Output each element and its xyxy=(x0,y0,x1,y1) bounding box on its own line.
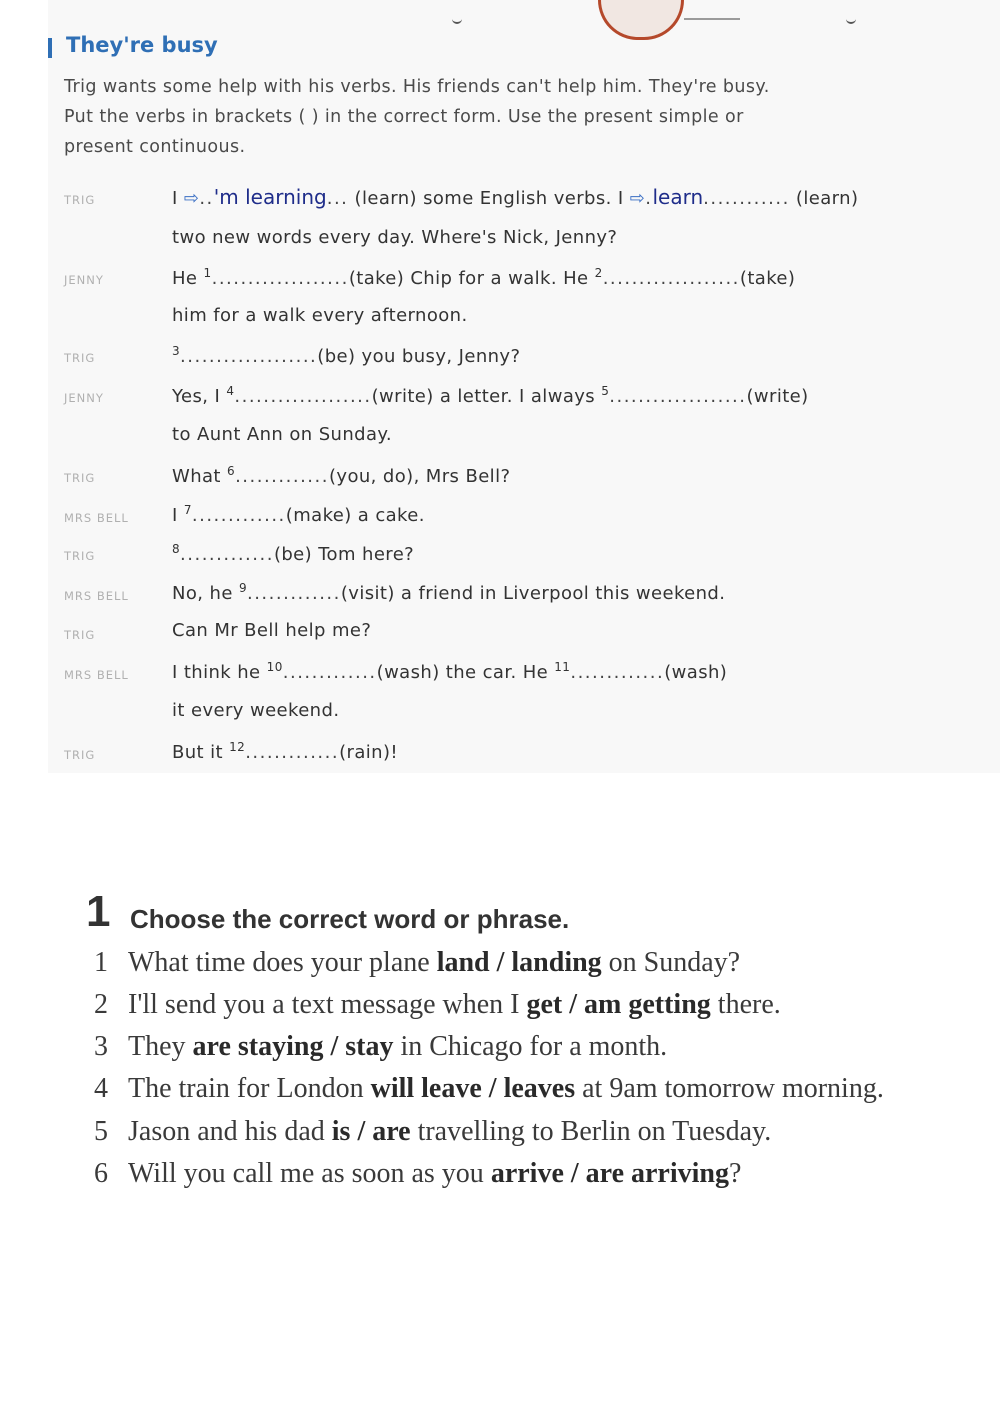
dialogue-line xyxy=(172,740,398,763)
dialogue-text: (take) Chip for a walk. He xyxy=(348,268,589,289)
question-number: 2 xyxy=(94,989,108,1020)
speaker-label: MRS BELL xyxy=(64,511,129,525)
exercise-number: 1 xyxy=(86,887,111,936)
dialogue-line xyxy=(172,542,414,565)
speaker-label: MRS BELL xyxy=(64,589,129,603)
question-number: 3 xyxy=(94,1031,108,1062)
answer-choice[interactable]: arrive / are arriving xyxy=(490,1158,729,1189)
question-text: They xyxy=(128,1031,186,1062)
page-mark xyxy=(846,14,856,24)
question-text: travelling to Berlin on Tuesday. xyxy=(417,1116,772,1147)
instructions xyxy=(64,72,884,162)
question-item xyxy=(94,1158,741,1190)
dialogue-text: Yes, I xyxy=(172,386,221,407)
question-text: The train for London xyxy=(128,1073,364,1104)
speaker-label: TRIG xyxy=(64,549,96,563)
dialogue-line xyxy=(172,185,858,209)
question-number: 5 xyxy=(94,1116,108,1147)
question-text: in Chicago for a month. xyxy=(400,1031,668,1062)
section-marker-bar xyxy=(48,38,52,58)
instruction-line: Put the verbs in brackets ( ) in the correct form. Use the present simple or xyxy=(64,107,744,127)
item-number: 3 xyxy=(172,344,181,358)
item-number: 12 xyxy=(229,740,246,754)
dialogue-line: Can Mr Bell help me? xyxy=(172,620,372,641)
section-title: They're busy xyxy=(66,33,218,57)
question-number: 6 xyxy=(94,1158,108,1189)
item-number: 1 xyxy=(203,266,212,280)
dialogue-text: (visit) a friend in Liverpool this weekend. xyxy=(340,583,726,604)
answer-blank[interactable]: ............. xyxy=(180,544,274,565)
speaker-label: TRIG xyxy=(64,748,96,762)
dialogue-line-continued: it every weekend. xyxy=(172,700,340,721)
dialogue-text: (write) xyxy=(746,386,809,407)
question-number: 4 xyxy=(94,1073,108,1104)
question-text: on Sunday? xyxy=(608,947,741,978)
answer-blank[interactable]: ............. xyxy=(235,466,329,487)
question-text: Will you call me as soon as you xyxy=(128,1158,484,1189)
answer-blank[interactable]: ............. xyxy=(191,505,286,526)
dialogue-line-continued: two new words every day. Where's Nick, Jenny? xyxy=(172,227,618,248)
speaker-label: TRIG xyxy=(64,193,96,207)
answer-blank[interactable]: ................... xyxy=(609,386,747,407)
speaker-label: JENNY xyxy=(64,391,104,405)
dialogue-line-continued: to Aunt Ann on Sunday. xyxy=(172,424,393,445)
question-item xyxy=(94,947,740,979)
item-number: 10 xyxy=(266,660,283,674)
dialogue-text: I think he xyxy=(172,662,261,683)
exercise-title: Choose the correct word or phrase. xyxy=(130,904,570,934)
answer-blank[interactable]: ............. xyxy=(282,662,377,683)
handwritten-answer: 'm learning xyxy=(213,185,327,209)
dialogue-text: (write) a letter. I always xyxy=(371,386,596,407)
question-text: at 9am tomorrow morning. xyxy=(582,1073,884,1104)
item-number: 11 xyxy=(554,660,571,674)
item-number: 4 xyxy=(226,384,235,398)
question-text: I'll send you a text message when I xyxy=(128,989,520,1020)
dialogue-text: (wash) xyxy=(664,662,728,683)
answer-blank[interactable]: ................... xyxy=(180,346,318,367)
dialogue-text: What xyxy=(172,466,221,487)
dialogue-text: (take) xyxy=(739,268,796,289)
dialogue-line xyxy=(172,384,809,407)
answer-blank[interactable]: ................... xyxy=(602,268,740,289)
dialogue-line xyxy=(172,266,795,289)
answer-choice[interactable]: land / landing xyxy=(436,947,602,978)
question-number: 1 xyxy=(94,947,108,978)
dialogue-text: (you, do), Mrs Bell? xyxy=(328,466,511,487)
dialogue-text: (learn) some English verbs. I xyxy=(354,188,624,209)
instruction-line: present continuous. xyxy=(64,137,246,157)
dialogue-text: (rain)! xyxy=(339,742,398,763)
speaker-label: MRS BELL xyxy=(64,668,129,682)
question-item xyxy=(94,1116,771,1148)
dialogue-text: (learn) xyxy=(795,188,859,209)
item-number: 9 xyxy=(238,581,247,595)
answer-blank[interactable]: ................... xyxy=(211,268,349,289)
dialogue-line xyxy=(172,344,520,367)
question-text: ? xyxy=(729,1158,742,1189)
dialogue-line xyxy=(172,503,425,526)
item-number: 2 xyxy=(594,266,603,280)
question-text: there. xyxy=(717,989,781,1020)
question-item xyxy=(94,1031,667,1063)
item-number: 8 xyxy=(172,542,181,556)
dialogue-text: (make) a cake. xyxy=(285,505,425,526)
answer-choice[interactable]: will leave / leaves xyxy=(370,1073,576,1104)
illustration-line xyxy=(684,18,740,20)
arrow-icon: ⇨ xyxy=(629,188,646,209)
dialogue-text: (be) you busy, Jenny? xyxy=(317,346,521,367)
answer-blank[interactable]: ............. xyxy=(245,742,340,763)
dialogue-text: I xyxy=(172,188,178,209)
dialogue-text: He xyxy=(172,268,198,289)
arrow-icon: ⇨ xyxy=(183,188,200,209)
question-item xyxy=(94,1073,884,1105)
item-number: 5 xyxy=(601,384,610,398)
dialogue-text: I xyxy=(172,505,178,526)
dialogue-line xyxy=(172,660,727,683)
dialogue-text: But it xyxy=(172,742,223,763)
question-item xyxy=(94,989,781,1021)
dialogue-line xyxy=(172,581,725,604)
dialogue-line-continued: him for a walk every afternoon. xyxy=(172,305,468,326)
speaker-label: TRIG xyxy=(64,471,96,485)
speaker-label: TRIG xyxy=(64,351,96,365)
dialogue-text: No, he xyxy=(172,583,233,604)
dialogue-text: (wash) the car. He xyxy=(376,662,549,683)
dialogue-line xyxy=(172,464,510,487)
page-mark xyxy=(452,14,462,24)
question-text: Jason and his dad xyxy=(128,1116,325,1147)
answer-blank[interactable]: .learn............ xyxy=(645,185,790,209)
question-text: What time does your plane xyxy=(128,947,430,978)
answer-blank[interactable]: ............. xyxy=(246,583,341,604)
dialogue-text: (be) Tom here? xyxy=(273,544,415,565)
answer-choice[interactable]: is / are xyxy=(331,1116,411,1147)
answer-blank[interactable]: ..'m learning... xyxy=(199,185,349,209)
answer-choice[interactable]: get / am getting xyxy=(526,989,711,1020)
answer-blank[interactable]: ................... xyxy=(234,386,372,407)
speaker-label: TRIG xyxy=(64,628,96,642)
speaker-label: JENNY xyxy=(64,273,104,287)
handwritten-answer: learn xyxy=(652,185,704,209)
item-number: 6 xyxy=(227,464,236,478)
answer-blank[interactable]: ............. xyxy=(570,662,665,683)
item-number: 7 xyxy=(183,503,192,517)
answer-choice[interactable]: are staying / stay xyxy=(192,1031,394,1062)
instruction-line: Trig wants some help with his verbs. His friends can't help him. They're busy. xyxy=(64,77,770,97)
